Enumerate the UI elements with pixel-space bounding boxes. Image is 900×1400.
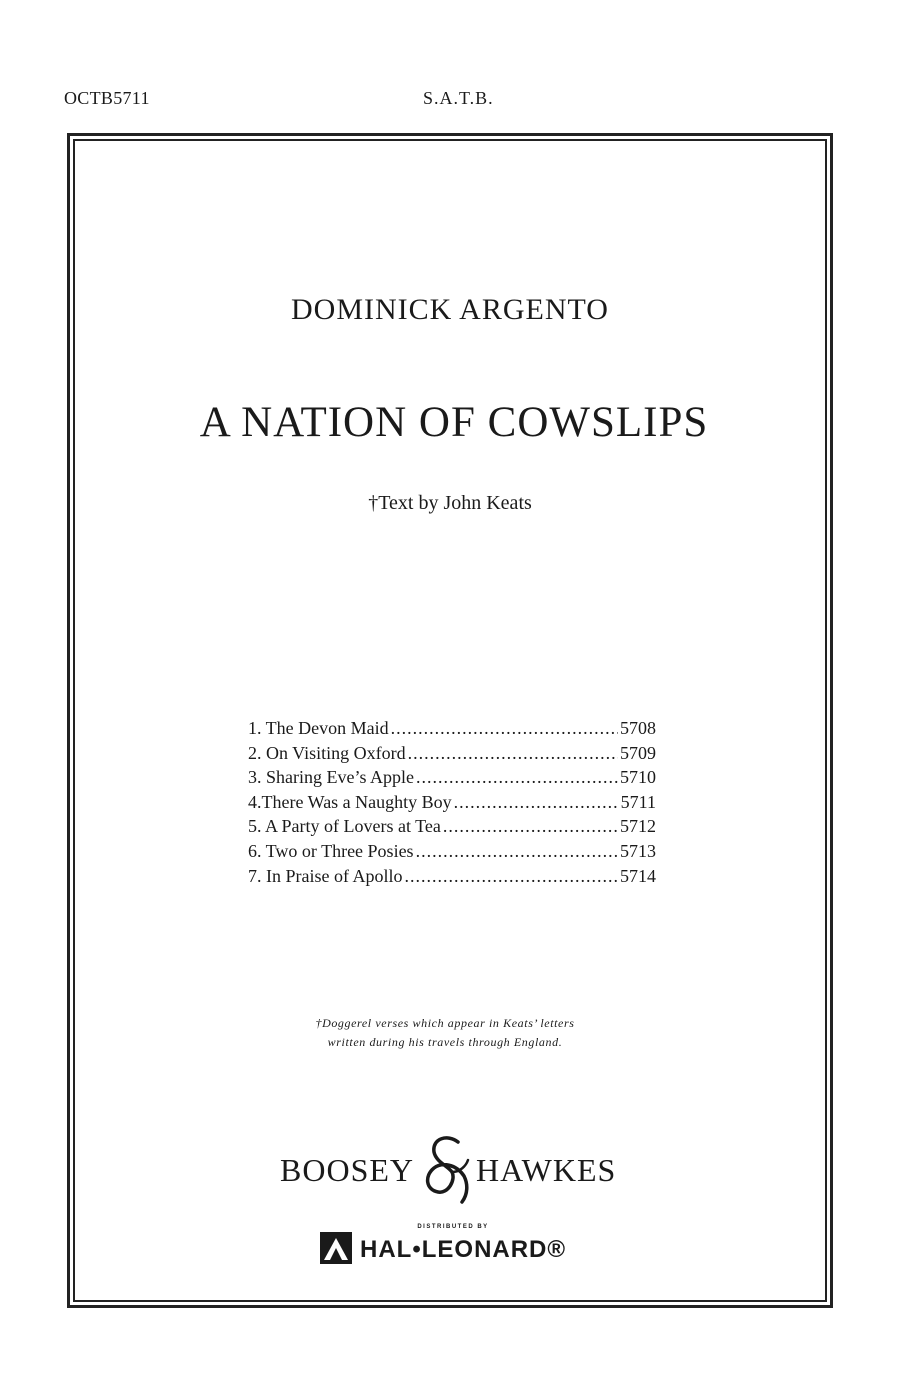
contents-item	[248, 767, 656, 792]
contents-item	[248, 866, 656, 891]
contents-item-number: 5711	[620, 791, 656, 812]
dot-leader	[405, 866, 619, 887]
publisher-logo	[280, 1140, 620, 1210]
distributor-logo	[320, 1232, 600, 1264]
contents-item-title: 7. In Praise of Apollo	[248, 865, 403, 886]
ampersand-icon	[418, 1132, 474, 1210]
contents-item	[248, 743, 656, 768]
contents-item-title: 2. On Visiting Oxford	[248, 742, 406, 763]
contents-list	[248, 718, 656, 890]
catalog-code: OCTB5711	[64, 88, 150, 108]
contents-item-title: 6. Two or Three Posies	[248, 840, 414, 861]
contents-item-number: 5708	[620, 718, 656, 738]
contents-item	[248, 792, 656, 817]
footnote-line-1: †Doggerel verses which appear in Keats’ letters	[315, 1016, 575, 1030]
publisher-name-left: BOOSEY	[280, 1152, 415, 1188]
contents-item-title: 3. Sharing Eve’s Apple	[248, 767, 414, 788]
contents-item-title: 4.There Was a Naughty Boy	[248, 791, 452, 812]
publisher-name-right: HAWKES	[476, 1152, 617, 1188]
contents-item-title: 1. The Devon Maid	[248, 718, 389, 738]
voicing-label: S.A.T.B.	[423, 88, 494, 108]
contents-item-number: 5709	[620, 742, 656, 763]
dot-leader	[443, 816, 618, 837]
distributed-by-label: DISTRIBUTED BY	[417, 1224, 489, 1230]
contents-item-number: 5714	[620, 865, 656, 886]
contents-item-number: 5713	[620, 840, 656, 861]
dot-leader	[416, 767, 618, 788]
dot-leader	[454, 792, 619, 813]
dot-leader	[408, 743, 618, 764]
contents-item	[248, 718, 656, 743]
composer-name: DOMINICK ARGENTO	[291, 293, 609, 326]
dot-leader	[391, 718, 618, 739]
footnote-line-2: written during his travels through England.	[327, 1035, 563, 1049]
contents-item-number: 5710	[620, 767, 656, 788]
contents-item	[248, 816, 656, 841]
contents-item	[248, 841, 656, 866]
text-credit: †Text by John Keats	[368, 492, 532, 514]
work-title: A NATION OF COWSLIPS	[199, 399, 709, 446]
dot-leader	[416, 841, 618, 862]
footnote	[0, 1014, 890, 1052]
contents-item-number: 5712	[620, 816, 656, 837]
hal-leonard-icon	[320, 1232, 352, 1264]
contents-item-title: 5. A Party of Lovers at Tea	[248, 816, 441, 837]
distributor-name: HAL•LEONARD®	[360, 1236, 567, 1263]
